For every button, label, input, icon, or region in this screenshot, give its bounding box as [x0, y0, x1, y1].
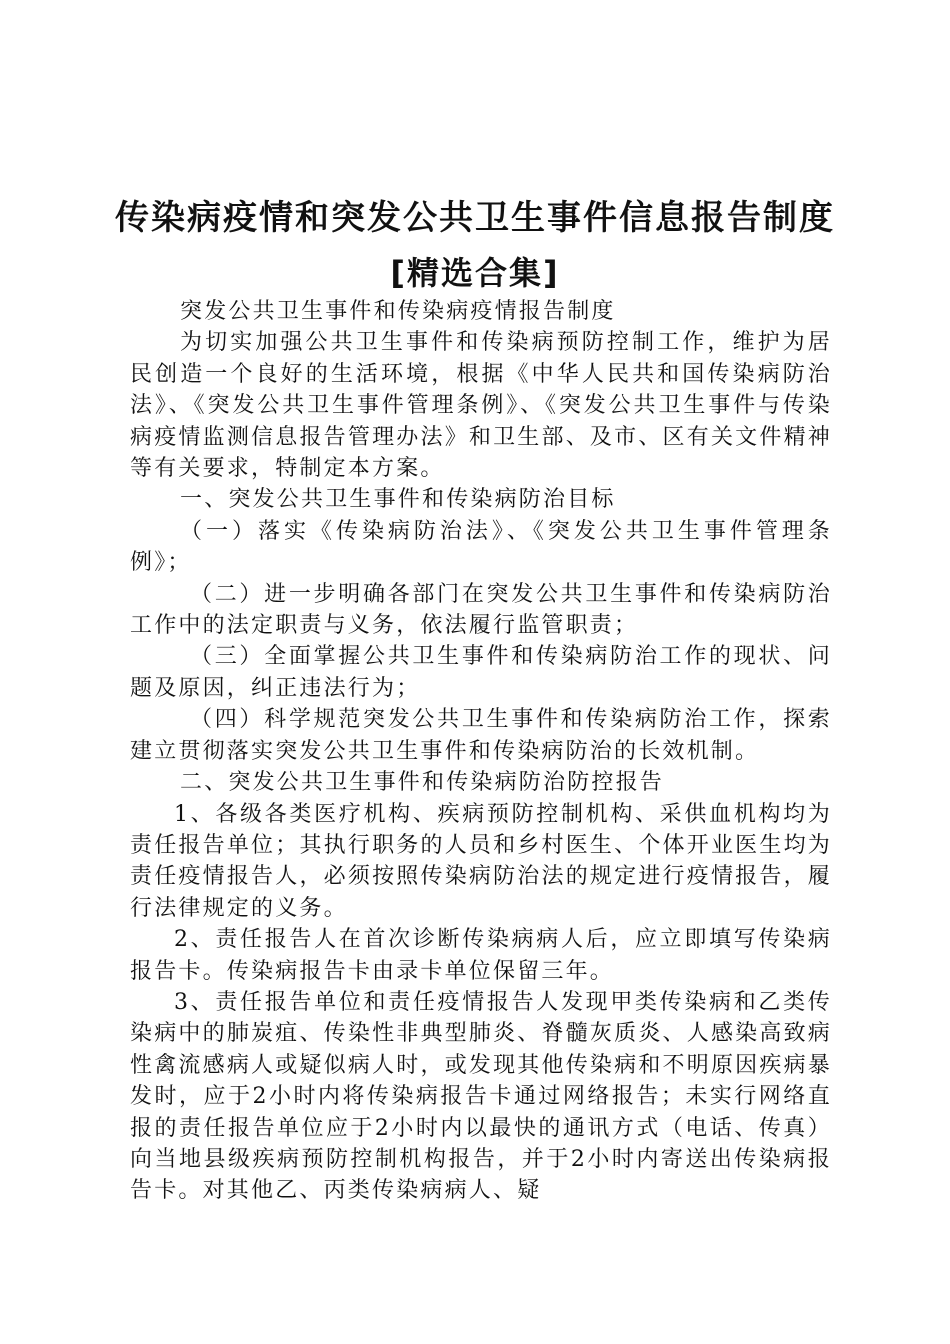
paragraph: 2、责任报告人在首次诊断传染病病人后，应立即填写传染病报告卡。传染病报告卡由录卡单位保留三年。 — [130, 927, 832, 984]
paragraph: 1、各级各类医疗机构、疾病预防控制机构、采供血机构均为责任报告单位；其执行职务的人员和乡村医生、个体开业医生均为责任疫情报告人，必须按照传染病防治法的规定进行疫情报告，履行法律规定的义务。 — [130, 801, 832, 921]
document-title: 传染病疫情和突发公共卫生事件信息报告制度 — [115, 198, 835, 238]
paragraph: （二）进一步明确各部门在突发公共卫生事件和传染病防治工作中的法定职责与义务，依法履行监管职责； — [130, 581, 832, 639]
paragraph: （三）全面掌握公共卫生事件和传染病防治工作的现状、问题及原因，纠正违法行为； — [130, 644, 832, 701]
section-heading: 二、突发公共卫生事件和传染病防治防控报告 — [180, 770, 665, 796]
paragraph: 突发公共卫生事件和传染病疫情报告制度 — [180, 299, 616, 324]
paragraph: （四）科学规范突发公共卫生事件和传染病防治工作，探索建立贯彻落实突发公共卫生事件和传染病防治的长效机制。 — [130, 707, 832, 764]
document-body — [130, 296, 832, 1207]
paragraph: （一）落实《传染病防治法》、《突发公共卫生事件管理条例》； — [130, 518, 832, 576]
paragraph: 为切实加强公共卫生事件和传染病预防控制工作，维护为居民创造一个良好的生活环境，根据《中华人民共和国传染病防治法》、《突发公共卫生事件管理条例》、《突发公共卫生事件与传染病疫情监测信息报告管理办法》和卫生部、及市、区有关文件精神等有关要求，特制定本方案。 — [130, 330, 832, 482]
document-subtitle: [精选合集] — [390, 254, 560, 292]
paragraph: 3、责任报告单位和责任疫情报告人发现甲类传染病和乙类传染病中的肺炭疽、传染性非典型肺炎、脊髓灰质炎、人感染高致病性禽流感病人或疑似病人时，或发现其他传染病和不明原因疾病暴发时，应于2小时内将传染病报告卡通过网络报告；未实行网络直报的责任报告单位应于2小时内以最快的通讯方式（电话、传真）向当地县级疾病预防控制机构报告，并于2小时内寄送出传染病报告卡。对其他乙、丙类传染病病人、疑 — [130, 989, 832, 1204]
section-heading: 一、突发公共卫生事件和传染病防治目标 — [180, 487, 616, 513]
